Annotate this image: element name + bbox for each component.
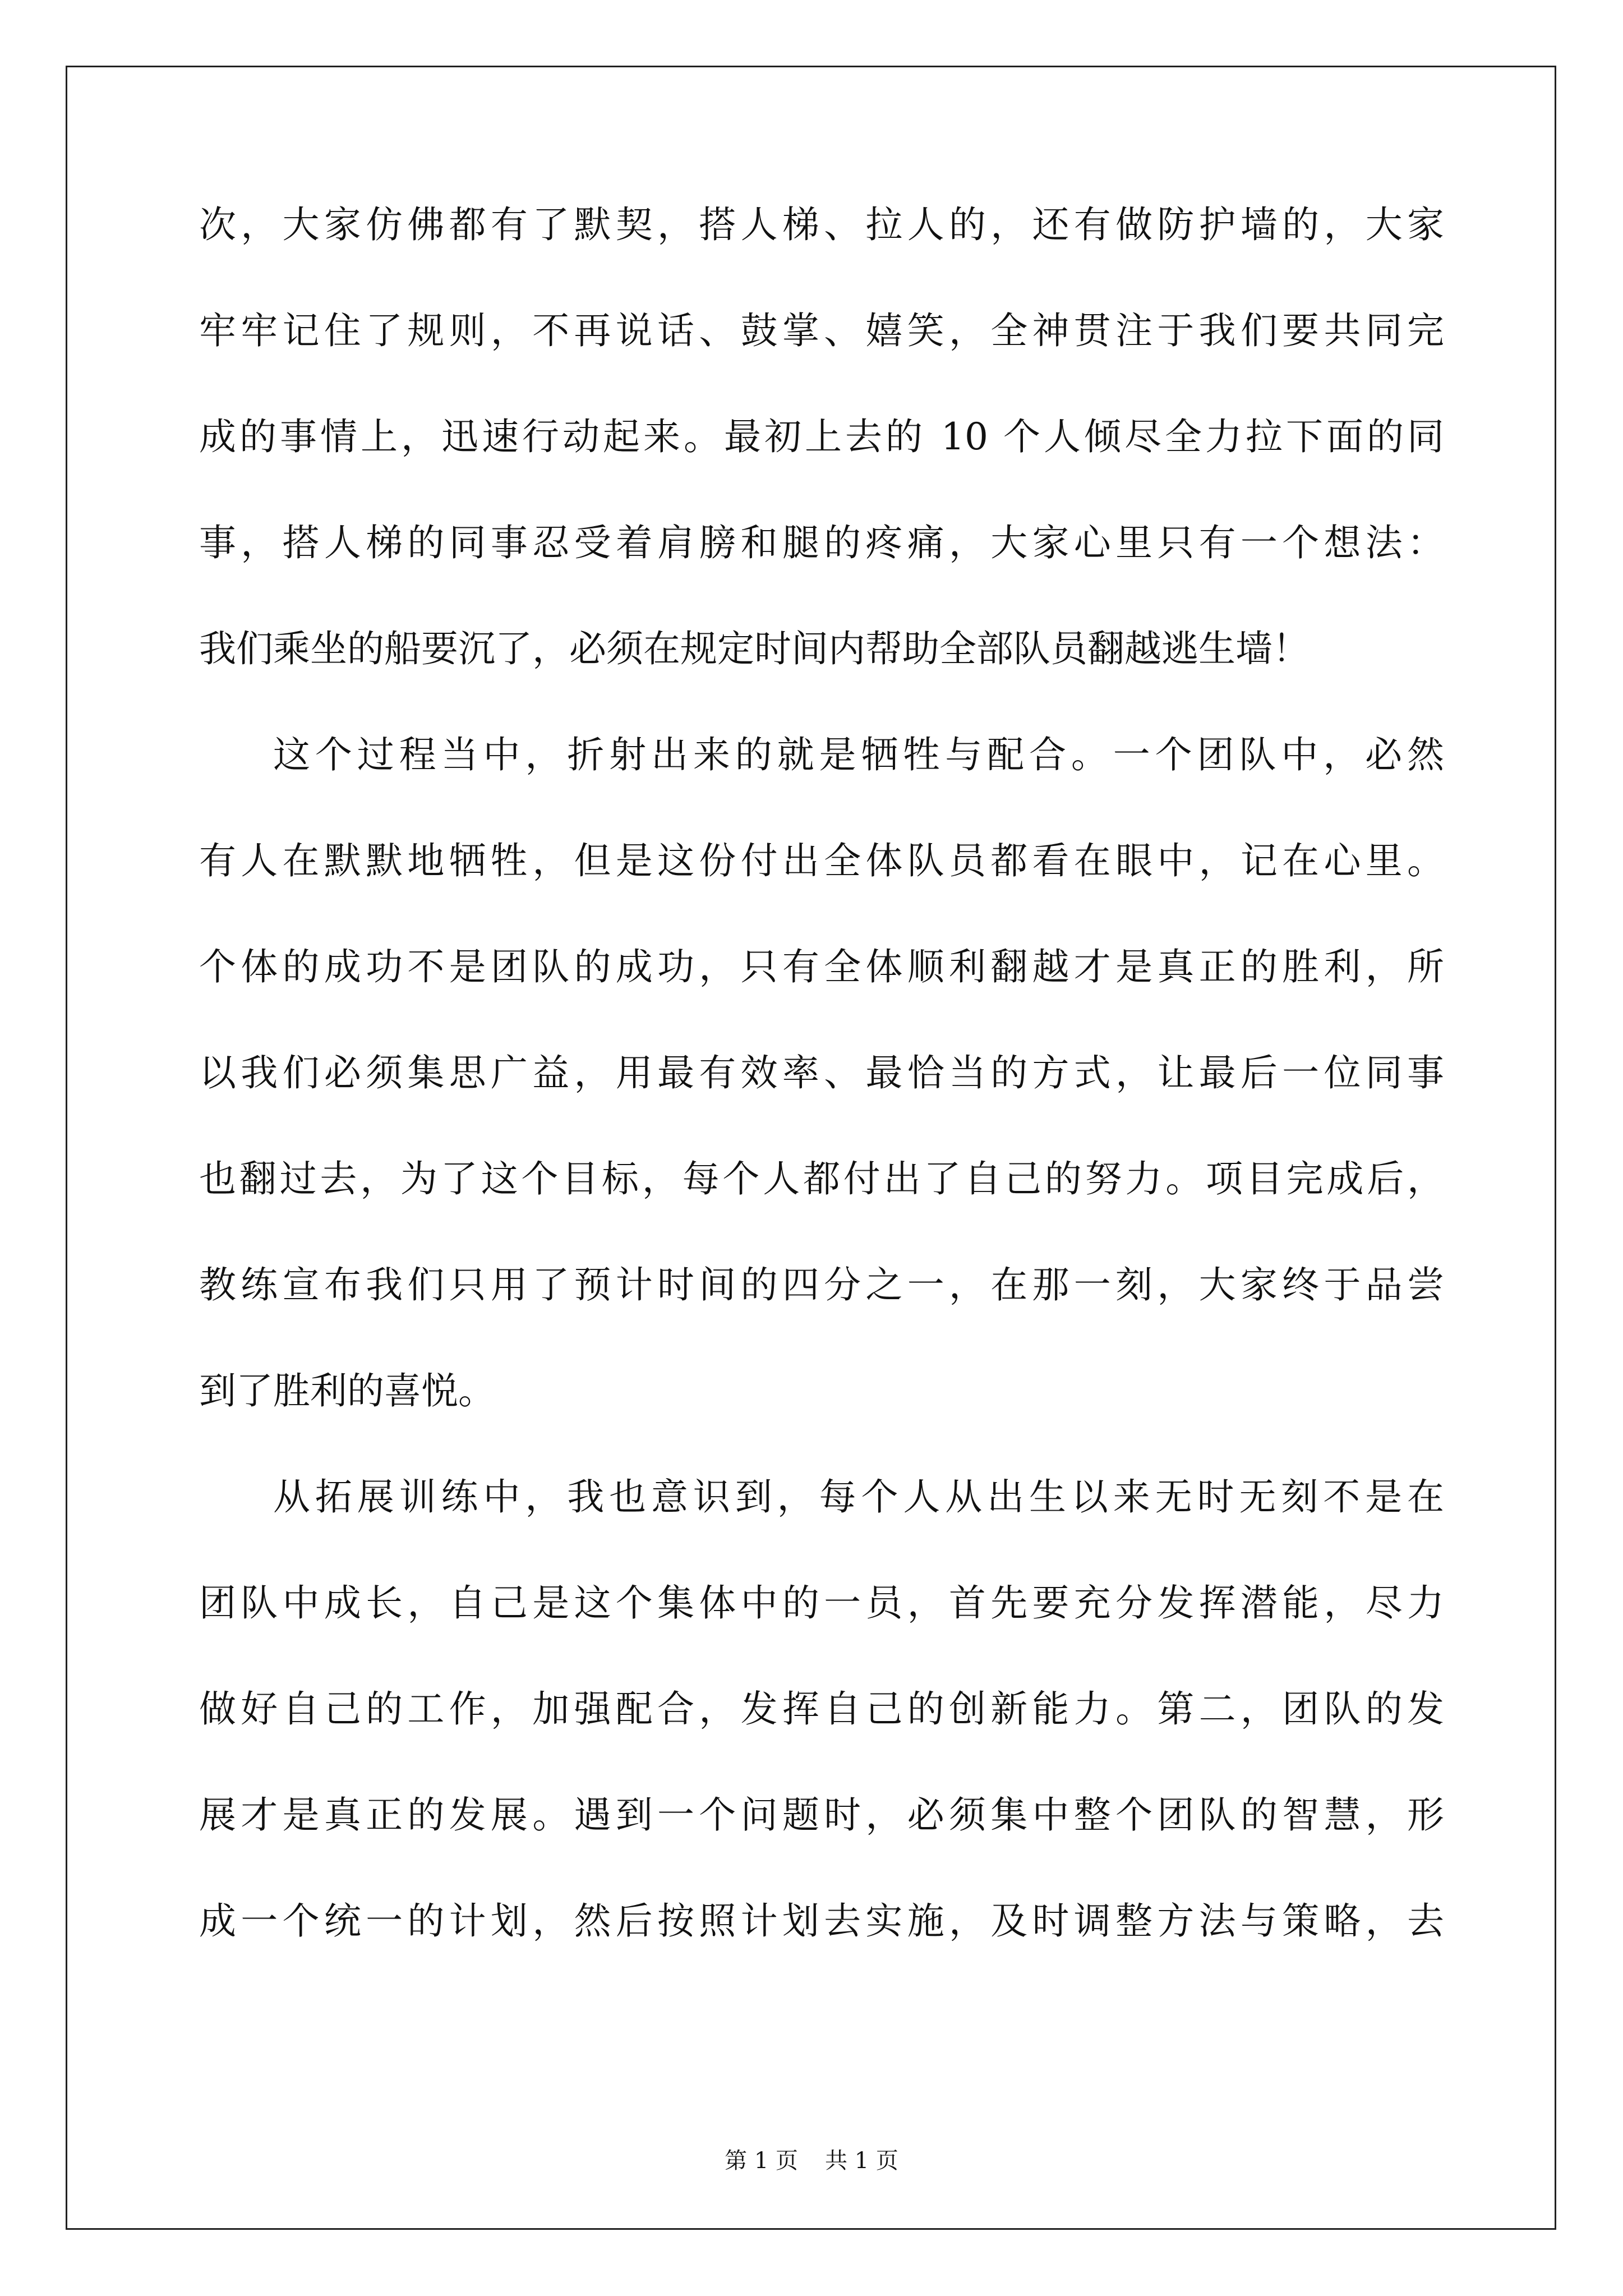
text-line: 到了胜利的喜悦。 bbox=[199, 1369, 495, 1412]
page-footer bbox=[0, 2143, 1623, 2175]
text-line: 有人在默默地牺牲，但是这份付出全体队员都看在眼中，记在心里。 bbox=[199, 839, 1444, 882]
text-line: 团队中成长，自己是这个集体中的一员，首先要充分发挥潜能，尽力 bbox=[199, 1581, 1444, 1625]
text-line: 牢牢记住了规则，不再说话、鼓掌、嬉笑，全神贯注于我们要共同完 bbox=[199, 309, 1444, 352]
page-total: 共 1 页 bbox=[825, 2148, 898, 2174]
text-line: 成一个统一的计划，然后按照计划去实施，及时调整方法与策略，去 bbox=[199, 1899, 1444, 1943]
text-line: 个体的成功不是团队的成功，只有全体顺利翻越才是真正的胜利，所 bbox=[199, 945, 1444, 988]
text-line: 也翻过去，为了这个目标，每个人都付出了自己的努力。项目完成后， bbox=[199, 1157, 1444, 1200]
text-line: 教练宣布我们只用了预计时间的四分之一，在那一刻，大家终于品尝 bbox=[199, 1263, 1444, 1306]
text-line: 次，大家仿佛都有了默契，搭人梯、拉人的，还有做防护墙的，大家 bbox=[199, 203, 1444, 246]
document-body bbox=[199, 203, 1444, 2009]
text-line: 展才是真正的发展。遇到一个问题时，必须集中整个团队的智慧，形 bbox=[199, 1793, 1444, 1837]
paragraph-start-line: 这个过程当中，折射出来的就是牺牲与配合。一个团队中，必然 bbox=[273, 733, 1444, 776]
text-line: 以我们必须集思广益，用最有效率、最恰当的方式，让最后一位同事 bbox=[199, 1051, 1444, 1094]
text-line: 成的事情上，迅速行动起来。最初上去的 10 个人倾尽全力拉下面的同 bbox=[199, 415, 1444, 458]
text-line: 做好自己的工作，加强配合，发挥自己的创新能力。第二，团队的发 bbox=[199, 1687, 1444, 1731]
page-number: 第 1 页 bbox=[725, 2148, 798, 2174]
paragraph-start-line: 从拓展训练中，我也意识到，每个人从出生以来无时无刻不是在 bbox=[273, 1475, 1444, 1519]
text-line: 我们乘坐的船要沉了，必须在规定时间内帮助全部队员翻越逃生墙！ bbox=[199, 627, 1310, 670]
text-line: 事，搭人梯的同事忍受着肩膀和腿的疼痛，大家心里只有一个想法： bbox=[199, 521, 1444, 564]
